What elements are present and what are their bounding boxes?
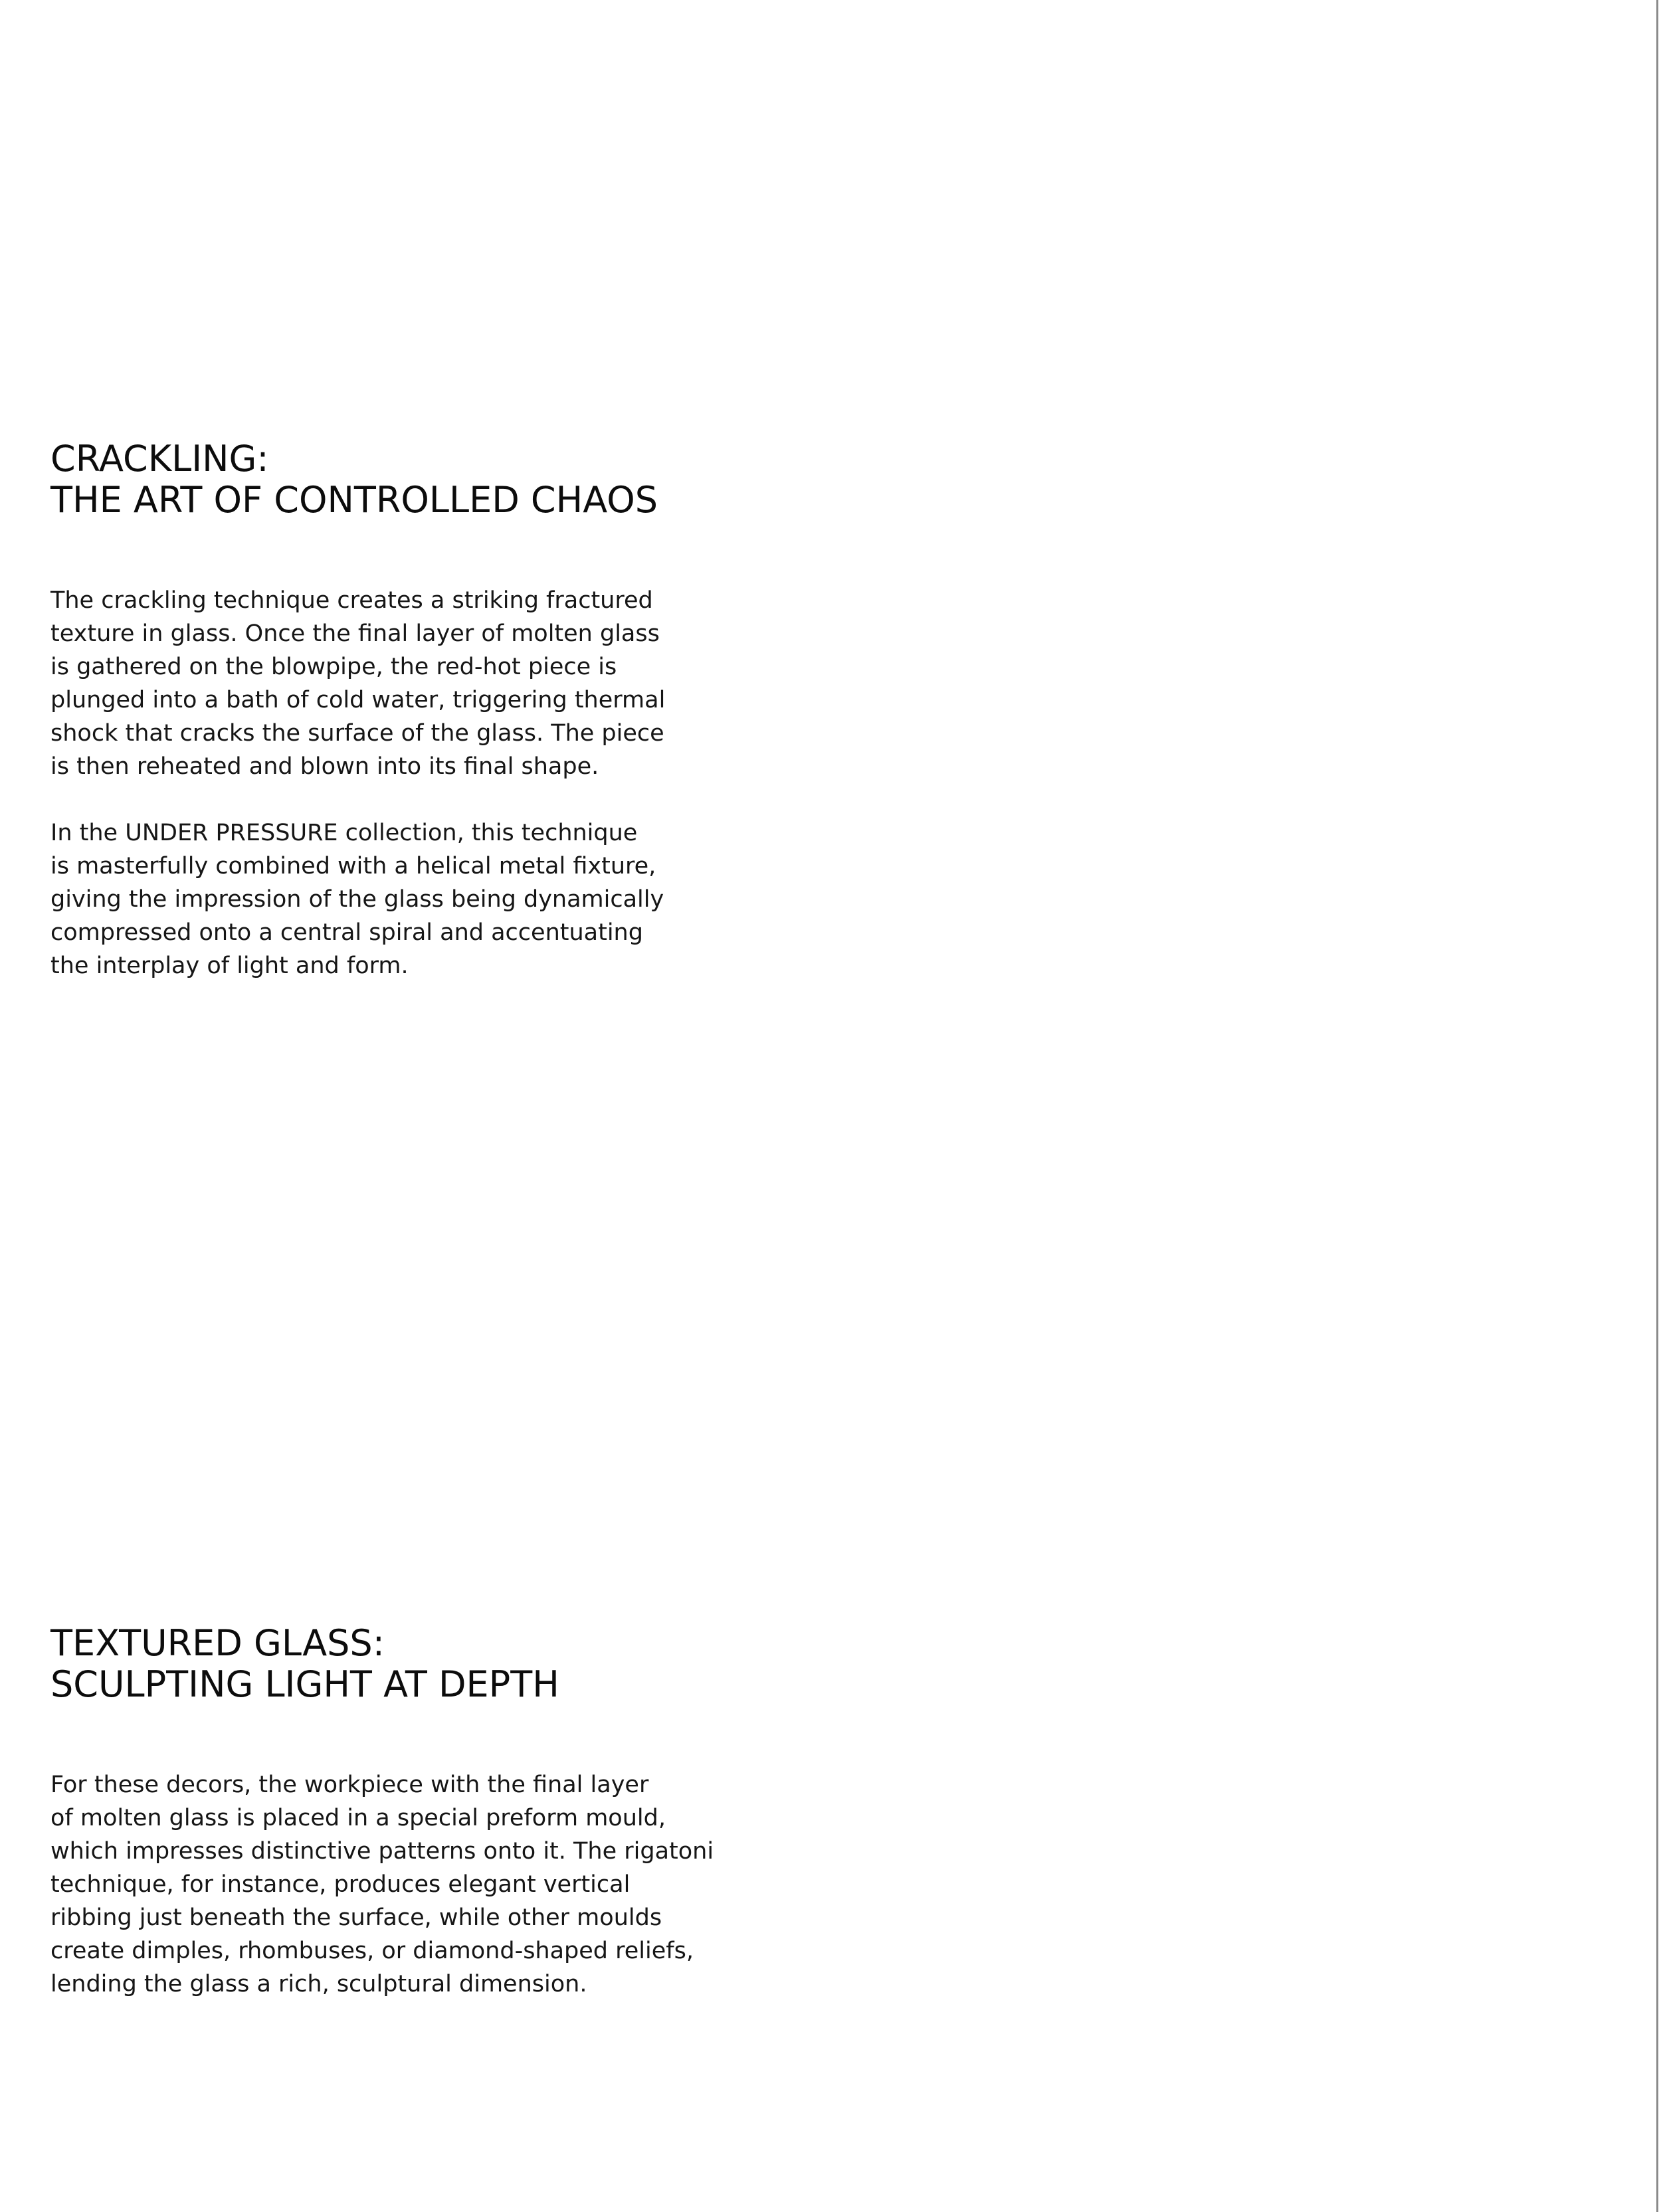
heading-line: TEXTURED GLASS: — [50, 1622, 385, 1664]
heading-line: CRACKLING: — [50, 438, 269, 480]
section-textured-glass — [50, 1623, 714, 2001]
heading-line: SCULPTING LIGHT AT DEPTH — [50, 1663, 559, 1705]
paragraph — [50, 816, 665, 982]
text-line: technique, for instance, produces elegant vertical — [50, 1871, 631, 1898]
paragraph — [50, 1768, 714, 2001]
text-line: which impresses distinctive patterns onto it. The rigatoni — [50, 1838, 714, 1865]
text-line: lending the glass a rich, sculptural dimension. — [50, 1971, 587, 1997]
section-body — [50, 1768, 714, 2001]
section-body — [50, 584, 665, 982]
text-line: is masterfully combined with a helical metal fixture, — [50, 853, 656, 879]
text-line: shock that cracks the surface of the glass. The piece — [50, 720, 664, 747]
page-edge-divider — [1656, 0, 1658, 2212]
section-heading — [50, 1623, 714, 1705]
text-line: texture in glass. Once the final layer of molten glass — [50, 620, 660, 647]
text-line: of molten glass is placed in a special preform mould, — [50, 1805, 666, 1831]
text-line: compressed onto a central spiral and accentuating — [50, 919, 643, 946]
text-line: giving the impression of the glass being dynamically — [50, 886, 664, 913]
section-heading — [50, 438, 665, 521]
text-line: create dimples, rhombuses, or diamond-shaped reliefs, — [50, 1938, 694, 1964]
text-line: the interplay of light and form. — [50, 953, 409, 979]
text-line: is then reheated and blown into its final shape. — [50, 753, 599, 780]
paragraph — [50, 584, 665, 783]
text-line: For these decors, the workpiece with the final layer — [50, 1772, 649, 1798]
text-line: is gathered on the blowpipe, the red-hot piece is — [50, 654, 617, 680]
text-line: The crackling technique creates a striking fractured — [50, 587, 653, 614]
text-line: ribbing just beneath the surface, while other moulds — [50, 1904, 662, 1931]
section-crackling — [50, 438, 665, 982]
text-line: In the UNDER PRESSURE collection, this technique — [50, 820, 638, 846]
heading-line: THE ART OF CONTROLLED CHAOS — [50, 479, 658, 521]
text-line: plunged into a bath of cold water, triggering thermal — [50, 687, 666, 713]
